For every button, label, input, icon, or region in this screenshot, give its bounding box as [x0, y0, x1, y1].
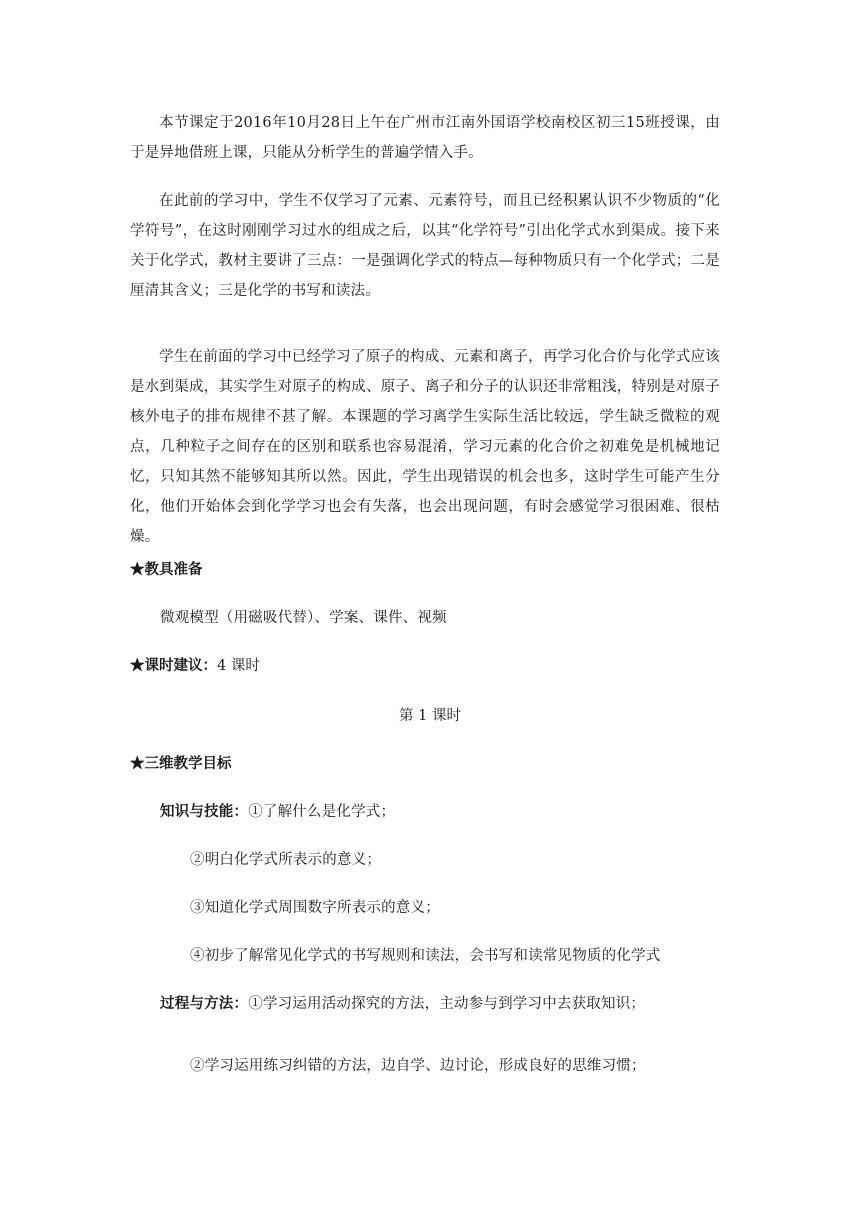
hours-line — [130, 656, 260, 676]
knowledge-goal-3: ③知道化学式周围数字所表示的意义； — [190, 900, 440, 916]
knowledge-goal-1 — [160, 802, 395, 822]
paragraph-student-analysis: 学生在前面的学习中已经学习了原子的构成、元素和离子，再学习化合价与化学式应该是水到渠成，其实学生对原子的构成、原子、离子和分子的认识还非常粗浅，特别是对原子核外电子的排布规律不甚了解。本课题的学习离学生实际生活比较远，学生缺乏微粒的观点，几种粒子之间存在的区别和联系也容易混淆，学习元素的化合价之初难免是机械地记忆，只知其然不能够知其所以然。因此，学生出现错误的机会也多，这时学生可能产生分化，他们开始体会到化学学习也会有失落，也会出现问题，有时会感觉学习很困难、很枯燥。 — [130, 349, 720, 545]
process-label: 过程与方法： — [160, 995, 249, 1012]
knowledge-item-1: ①了解什么是化学式； — [248, 804, 396, 820]
tools-content: 微观模型（用磁吸代替）、学案、课件、视频 — [160, 610, 447, 626]
paragraph-prior-learning: 在此前的学习中，学生不仅学习了元素、元素符号，而且已经积累认识不少物质的“化学符号”，在这时刚刚学习过水的组成之后，以其“化学符号”引出化学式水到渠成。接下来关于化学式，教材主要讲了三点：一是强调化学式的特点—每种物质只有一个化学式；二是厘清其含义；三是化学的书写和读法。 — [130, 193, 720, 299]
knowledge-goal-4: ④初步了解常见化学式的书写规则和读法，会书写和读常见物质的化学式 — [190, 948, 661, 964]
paragraph-intro: 本节课定于2016年10月28日上午在广州市江南外国语学校南校区初三15班授课，由于是异地借班上课，只能从分析学生的普遍学情入手。 — [130, 115, 720, 161]
hours-value: 4 课时 — [217, 658, 260, 674]
lesson-title: 第 1 课时 — [399, 708, 461, 724]
knowledge-goal-2: ②明白化学式所表示的意义； — [190, 852, 382, 868]
tools-heading: ★教具准备 — [130, 561, 203, 578]
hours-label: ★课时建议： — [130, 657, 217, 674]
process-goal-1 — [160, 994, 645, 1014]
knowledge-label: 知识与技能： — [160, 803, 249, 820]
process-item-1: ①学习运用活动探究的方法，主动参与到学习中去获取知识； — [248, 996, 646, 1012]
goals-heading: ★三维教学目标 — [130, 755, 232, 772]
process-goal-2: ②学习运用练习纠错的方法，边自学、边讨论，形成良好的思维习惯； — [190, 1058, 646, 1074]
